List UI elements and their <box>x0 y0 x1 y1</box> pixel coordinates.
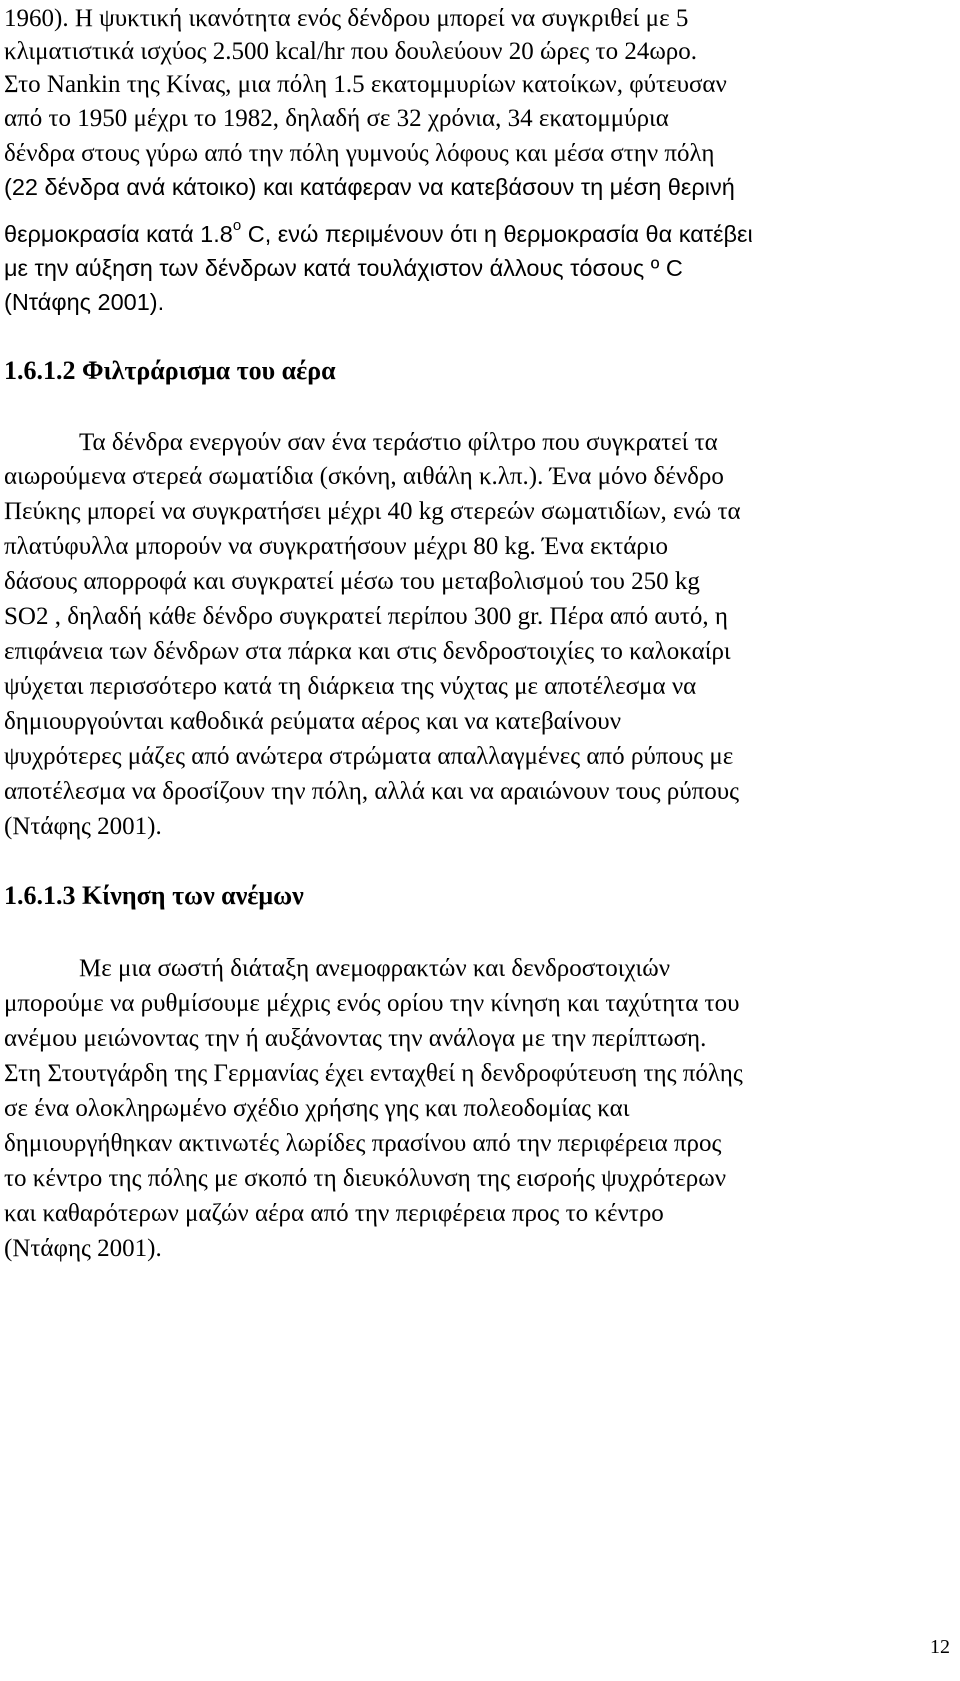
paragraph-line: δημιουργούνται καθοδικά ρεύματα αέρος και να κατεβαίνουν <box>4 708 621 735</box>
paragraph-line: κλιματιστικά ισχύος 2.500 kcal/hr που δουλεύουν 20 ώρες το 24ωρο. <box>4 38 698 65</box>
paragraph-line: επιφάνεια των δένδρων στα πάρκα και στις δενδροστοιχίες το καλοκαίρι <box>4 638 731 665</box>
temperature-text-before: θερμοκρασία κατά 1.8 <box>4 221 233 247</box>
citation: (Ντάφης 2001). <box>4 1235 162 1262</box>
paragraph-line-temperature <box>4 219 753 253</box>
paragraph-line: και καθαρότερων μαζών αέρα από την περιφέρεια προς το κέντρο <box>4 1200 664 1227</box>
citation: (Ντάφης 2001). <box>4 813 162 840</box>
paragraph-line: ψυχρότερες μάζες από ανώτερα στρώματα απαλλαγμένες από ρύπους με <box>4 743 734 770</box>
paragraph-line: Πεύκης μπορεί να συγκρατήσει μέχρι 40 kg στερεών σωματιδίων, ενώ τα <box>4 498 741 525</box>
section-heading-wind-movement: 1.6.1.3 Κίνηση των ανέμων <box>4 881 304 910</box>
citation: (Ντάφης 2001). <box>4 289 165 315</box>
paragraph-line: ψύχεται περισσότερο κατά τη διάρκεια της νύχτας με αποτέλεσμα να <box>4 673 697 700</box>
paragraph-line: Στη Στουτγάρδη της Γερμανίας έχει ενταχθεί η δενδροφύτευση της πόλης <box>4 1060 743 1087</box>
paragraph-line: ανέμου μειώνοντας την ή αυξάνοντας την ανάλογα με την περίπτωση. <box>4 1025 707 1052</box>
page-number: 12 <box>930 1636 950 1658</box>
section-heading-air-filtering: 1.6.1.2 Φιλτράρισμα του αέρα <box>4 356 336 385</box>
paragraph-line: δάσους απορροφά και συγκρατεί μέσω του μεταβολισμού του 250 kg <box>4 568 700 595</box>
paragraph-line: αιωρούμενα στερεά σωματίδια (σκόνη, αιθάλη κ.λπ.). Ένα μόνο δένδρο <box>4 463 724 490</box>
paragraph-line: Με μια σωστή διάταξη ανεμοφρακτών και δενδροστοιχιών <box>79 955 671 982</box>
paragraph-line: σε ένα ολοκληρωμένο σχέδιο χρήσης γης και πολεοδομίας και <box>4 1095 630 1122</box>
paragraph-line: μπορούμε να ρυθμίσουμε μέχρις ενός ορίου την κίνηση και ταχύτητα του <box>4 990 740 1017</box>
paragraph-line: το κέντρο της πόλης με σκοπό τη διευκόλυνση της εισροής ψυχρότερων <box>4 1165 727 1192</box>
paragraph-line: Τα δένδρα ενεργούν σαν ένα τεράστιο φίλτρο που συγκρατεί τα <box>79 429 718 456</box>
paragraph-line: Στο Nankin της Κίνας, μια πόλη 1.5 εκατομμυρίων κατοίκων, φύτευσαν <box>4 71 727 98</box>
temperature-text-after: C, ενώ περιμένουν ότι η θερμοκρασία θα κατέβει <box>241 221 753 247</box>
paragraph-line: δημιουργήθηκαν ακτινωτές λωρίδες πρασίνου από την περιφέρεια προς <box>4 1130 722 1157</box>
degree-superscript: ο <box>232 217 242 234</box>
paragraph-line: SO2 , δηλαδή κάθε δένδρο συγκρατεί περίπου 300 gr. Πέρα από αυτό, η <box>4 603 728 630</box>
paragraph-line: (22 δένδρα ανά κάτοικο) και κατάφεραν να κατεβάσουν τη μέση θερινή <box>4 174 735 200</box>
paragraph-line: με την αύξηση των δένδρων κατά τουλάχιστον άλλους τόσους º C <box>4 255 683 281</box>
paragraph-line: δένδρα στους γύρω από την πόλη γυμνούς λόφους και μέσα στην πόλη <box>4 140 715 167</box>
paragraph-line: από το 1950 μέχρι το 1982, δηλαδή σε 32 χρόνια, 34 εκατομμύρια <box>4 105 669 132</box>
paragraph-line: 1960). Η ψυκτική ικανότητα ενός δένδρου μπορεί να συγκριθεί με 5 <box>4 5 689 32</box>
paragraph-line: πλατύφυλλα μπορούν να συγκρατήσουν μέχρι 80 kg. Ένα εκτάριο <box>4 533 668 560</box>
paragraph-line: αποτέλεσμα να δροσίζουν την πόλη, αλλά και να αραιώνουν τους ρύπους <box>4 778 740 805</box>
